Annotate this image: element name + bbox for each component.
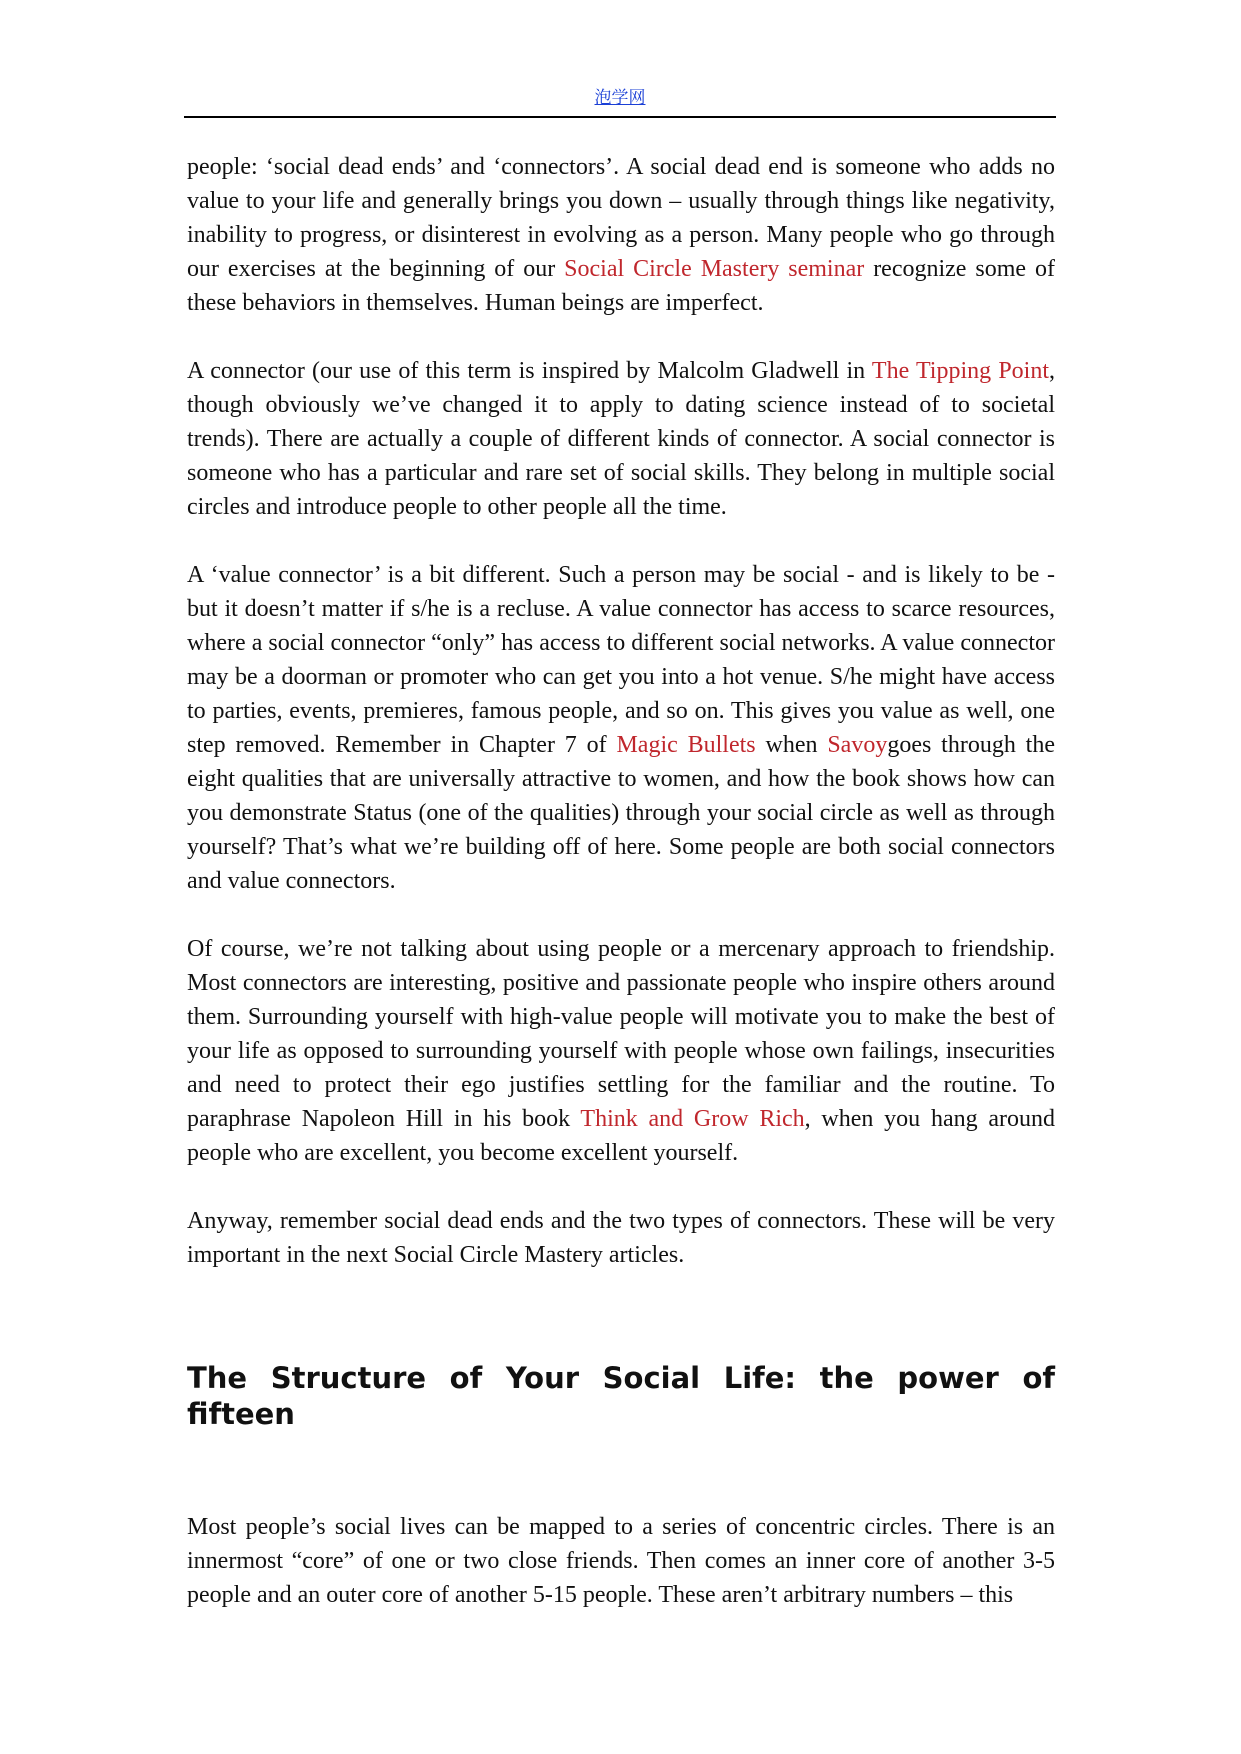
- paragraph-concentric-circles: Most people’s social lives can be mapped to a series of concentric circles. There is an innermost “core” of one or two close friends. Then comes an inner core of another 3-5 people and an outer core of another 5-15 people. These aren’t arbitrary numbers – this: [187, 1514, 1055, 1608]
- section-heading: The Structure of Your Social Life: the power of fifteen: [187, 1361, 1055, 1431]
- article-body: [187, 150, 1055, 1646]
- paragraph-mercenary: Of course, we’re not talking about using people or a mercenary approach to friendship. Most connectors are interesting, positive and passionate people who inspire others around them. Surrounding yourself with high-value people will motivate you to make the best of your life as opposed to surrounding yourself with people whose own failings, insecurities and need to protect their ego justifies settling for the familiar and the routine. To paraphrase Napoleon Hill in his book Think and Grow Rich, when you hang around people who are excellent, you become excellent yourself.: [187, 936, 1056, 1166]
- link-think-and-grow-rich[interactable]: Think and Grow Rich: [580, 1106, 805, 1132]
- link-savoy[interactable]: Savoy: [827, 732, 888, 758]
- page-header: [184, 86, 1056, 118]
- paragraph-dead-ends: people: ‘social dead ends’ and ‘connectors’. A social dead end is someone who adds no value to your life and generally brings you down – usually through things like negativity, inability to progress, or disinterest in evolving as a person. Many people who go through our exercises at the beginning of our Social Circle Mastery seminar recognize some of these behaviors in themselves. Human beings are imperfect.: [187, 154, 1056, 316]
- link-social-circle-mastery-seminar[interactable]: Social Circle Mastery seminar: [564, 256, 865, 282]
- site-link[interactable]: 泡学网: [594, 88, 646, 108]
- paragraph-connector: A connector (our use of this term is inspired by Malcolm Gladwell in The Tipping Point, though obviously we’ve changed it to apply to dating science instead of to societal trends). There are actually a couple of different kinds of connector. A social connector is someone who has a particular and rare set of social skills. They belong in multiple social circles and introduce people to other people all the time.: [187, 358, 1056, 520]
- link-magic-bullets[interactable]: Magic Bullets: [616, 732, 756, 758]
- paragraph-summary: Anyway, remember social dead ends and the two types of connectors. These will be very important in the next Social Circle Mastery articles.: [187, 1208, 1055, 1268]
- link-the-tipping-point[interactable]: The Tipping Point: [871, 358, 1050, 384]
- paragraph-value-connector: A ‘value connector’ is a bit different. Such a person may be social - and is likely to be - but it doesn’t matter if s/he is a recluse. A value connector has access to scarce resources, where a social connector “only” has access to different social networks. A value connector may be a doorman or promoter who can get you into a hot venue. S/he might have access to parties, events, premieres, famous people, and so on. This gives you value as well, one step removed. Remember in Chapter 7 of Magic Bullets when Savoygoes through the eight qualities that are universally attractive to women, and how the book shows how can you demonstrate Status (one of the qualities) through your social circle as well as through yourself? That’s what we’re building off of here. Some people are both social connectors and value connectors.: [187, 562, 1055, 894]
